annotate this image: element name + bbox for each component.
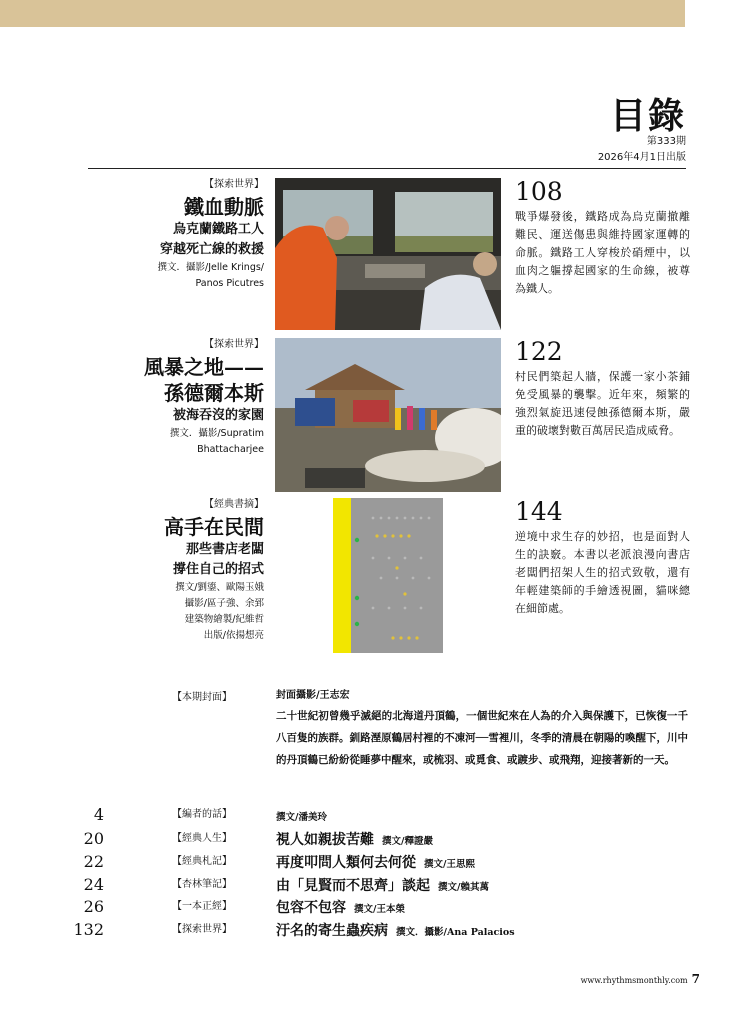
feature-credit: 撰文．攝影/Jelle Krings/ (157, 262, 264, 273)
list-page-number: 22 (83, 852, 104, 871)
folio-number: 7 (691, 972, 700, 986)
storm-photo[interactable] (275, 338, 501, 492)
list-page-number: 20 (83, 829, 104, 848)
feature-text (88, 338, 264, 458)
feature-text (88, 178, 264, 292)
list-title-text: 汙名的寄生蟲疾病 (276, 923, 388, 939)
feature-credit: 建築物繪製/紀維哲 (184, 614, 264, 625)
list-column-tag: 【經典札記】 (172, 856, 232, 867)
page-footer (581, 972, 700, 986)
feature-subtitle: 被海吞沒的家園 (172, 408, 264, 423)
feature-credit: 撰文/劉鎏、歐陽玉娥 (175, 582, 264, 593)
issue-info (598, 134, 686, 166)
list-author: 撰文/潘美玲 (276, 812, 327, 823)
page-number: 108 (515, 177, 563, 206)
issue-number: 第333期 (646, 136, 686, 147)
list-title[interactable] (276, 804, 327, 829)
feature-subtitle: 那些書店老闆 (185, 542, 264, 557)
issue-date: 2026年4月1日出版 (597, 152, 686, 163)
list-title-text: 視人如親拔苦難 (276, 832, 374, 848)
list-author: 撰文．攝影/Ana Palacios (396, 927, 515, 938)
feature-title[interactable]: 鐵血動脈 (184, 195, 264, 219)
top-color-bar (0, 0, 685, 27)
list-page-number: 132 (73, 920, 104, 939)
feature-summary (515, 498, 690, 618)
cover-column-tag: 【本期封面】 (172, 692, 232, 703)
feature-title[interactable]: 高手在民間 (164, 515, 264, 539)
list-item[interactable] (60, 851, 690, 873)
book-cover-image[interactable] (333, 498, 443, 653)
list-title-text: 由「見賢而不思齊」談起 (276, 878, 430, 894)
cover-description: 二十世紀初曾幾乎滅絕的北海道丹頂鶴，一個世紀來在人為的介入與保護下，已恢復一千八百隻的族群。釧路溼原鶴居村裡的不凍河──雪裡川，冬季的清晨在朝陽的喚醒下，川中的丹頂鶴已紛紛從睡夢中醒來，或梳羽、或覓食、或踱步、或飛翔，迎接著新的一天。 (276, 710, 688, 766)
feature-title-line2: 孫德爾本斯 (164, 381, 264, 405)
feature-summary (515, 178, 690, 298)
cover-credit: 封面攝影/王志宏 (276, 690, 350, 701)
page-number: 122 (515, 337, 563, 366)
feature-description: 村民們築起人牆，保護一家小茶鋪免受風暴的襲擊。近年來，頻繁的強烈氣旋迅速侵蝕孫德爾本斯，嚴重的破壞對數百萬居民造成威脅。 (515, 370, 690, 437)
website-url[interactable]: www.rhythmsmonthly.com (580, 976, 688, 985)
page-title: 目錄 (609, 95, 686, 137)
list-item[interactable] (60, 896, 690, 918)
page-number: 144 (515, 497, 563, 526)
list-title[interactable] (276, 896, 405, 921)
column-tag: 【經典書摘】 (204, 499, 264, 510)
list-title[interactable] (276, 828, 433, 853)
list-author: 撰文/釋證嚴 (382, 836, 433, 847)
feature-subtitle: 撐住自己的招式 (172, 562, 264, 577)
list-column-tag: 【經典人生】 (172, 833, 232, 844)
list-column-tag: 【杏林筆記】 (172, 879, 232, 890)
feature-description: 戰爭爆發後，鐵路成為烏克蘭撤離難民、運送傷患與維持國家運轉的命脈。鐵路工人穿梭於硝煙中，以血肉之軀撐起國家的生命線，被尊為鐵人。 (515, 210, 690, 295)
feature-description: 逆境中求生存的妙招，也是面對人生的訣竅。本書以老派浪漫向書店老闆們招架人生的招式致敬，還有年輕建築師的手繪透視圖，貓咪總在細節處。 (515, 530, 690, 615)
list-column-tag: 【編者的話】 (172, 809, 232, 820)
feature-subtitle: 烏克蘭鐵路工人 (172, 222, 264, 237)
list-column-tag: 【一本正經】 (172, 901, 232, 912)
list-title-text: 包容不包容 (276, 900, 346, 916)
list-author: 撰文/賴其萬 (438, 882, 489, 893)
list-author: 撰文/王本榮 (354, 904, 405, 915)
list-title[interactable] (276, 851, 475, 876)
train-cab-photo[interactable] (275, 178, 501, 330)
header-divider (88, 168, 686, 169)
list-page-number: 4 (93, 805, 104, 824)
list-column-tag: 【探索世界】 (172, 924, 232, 935)
list-item[interactable] (60, 828, 690, 850)
list-title-text: 再度叩問人類何去何從 (276, 855, 416, 871)
feature-text (88, 498, 264, 644)
column-tag: 【探索世界】 (204, 339, 264, 350)
feature-credit: 出版/依揚想亮 (203, 630, 264, 641)
list-item[interactable] (60, 874, 690, 896)
feature-credit: Panos Picutres (195, 278, 264, 289)
column-tag: 【探索世界】 (204, 179, 264, 190)
feature-summary (515, 338, 690, 440)
list-title[interactable] (276, 919, 515, 944)
list-item[interactable] (60, 804, 690, 826)
feature-subtitle: 穿越死亡線的救援 (159, 242, 264, 257)
feature-title[interactable]: 風暴之地—— (144, 355, 264, 379)
list-page-number: 24 (83, 875, 104, 894)
feature-credit: 撰文．攝影/Supratim (169, 428, 264, 439)
feature-credit: Bhattacharjee (197, 444, 264, 455)
list-item[interactable] (60, 919, 690, 941)
list-page-number: 26 (83, 897, 104, 916)
list-author: 撰文/王思熙 (424, 859, 475, 870)
feature-credit: 攝影/區子強、余郅 (184, 598, 264, 609)
